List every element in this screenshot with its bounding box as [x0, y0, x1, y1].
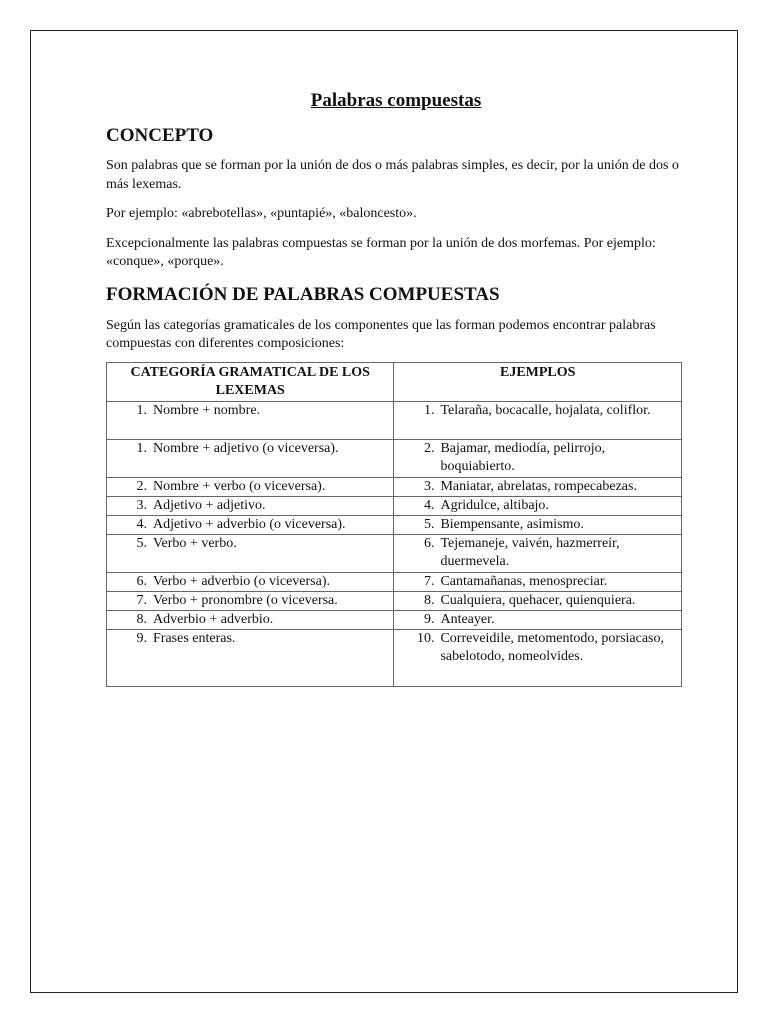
- table-row: [107, 534, 682, 572]
- item-number: 1.: [423, 402, 435, 418]
- concept-paragraph-1: Son palabras que se forman por la unión de dos o más palabras simples, es decir, por la unión de dos o más lexemas.: [106, 158, 679, 192]
- list-item: [394, 478, 681, 496]
- category-cell: [107, 401, 394, 439]
- category-cell: [107, 591, 394, 610]
- composition-table: [106, 362, 682, 687]
- list-item: [394, 592, 681, 610]
- table-row: [107, 629, 682, 686]
- list-item: [394, 535, 681, 571]
- table-row: [107, 515, 682, 534]
- list-item: [394, 440, 681, 476]
- item-text: Nombre + verbo (o viceversa).: [153, 478, 326, 494]
- category-cell: [107, 534, 394, 572]
- formation-intro: Según las categorías gramaticales de los componentes que las forman podemos encontrar palabras compuestas con diferentes composiciones:: [106, 317, 656, 351]
- item-number: 8.: [136, 611, 147, 627]
- list-item: [107, 516, 393, 534]
- item-number: 8.: [423, 592, 435, 608]
- category-cell: [107, 629, 394, 686]
- list-item: [394, 402, 681, 420]
- item-number: 5.: [136, 535, 147, 551]
- item-number: 4.: [136, 516, 147, 532]
- examples-cell: [394, 629, 682, 686]
- item-number: 10.: [416, 630, 435, 646]
- list-item: [394, 516, 681, 534]
- item-number: 2.: [423, 440, 435, 456]
- item-number: 6.: [423, 535, 435, 551]
- table-body: [107, 401, 682, 686]
- item-number: 7.: [136, 592, 147, 608]
- table-header-row: [107, 362, 682, 401]
- item-number: 1.: [136, 440, 147, 456]
- header-category: CATEGORÍA GRAMATICAL DE LOS LEXEMAS: [107, 362, 394, 401]
- header-examples: EJEMPLOS: [394, 362, 682, 401]
- examples-cell: [394, 534, 682, 572]
- concept-paragraph-2: Por ejemplo: «abrebotellas», «puntapié», «baloncesto».: [106, 206, 417, 221]
- item-text: Adverbio + adverbio.: [153, 611, 274, 627]
- list-item: [107, 478, 393, 496]
- table-row: [107, 496, 682, 515]
- concept-paragraph-3: Excepcionalmente las palabras compuestas se forman por la unión de dos morfemas. Por ejemplo: «conque», «porque».: [106, 235, 656, 269]
- table-row: [107, 401, 682, 439]
- list-item: [107, 535, 393, 553]
- item-text: Anteayer.: [440, 611, 495, 627]
- list-item: [394, 611, 681, 629]
- item-text: Verbo + adverbio (o viceversa).: [153, 573, 330, 589]
- list-item: [107, 402, 393, 420]
- item-text: Agridulce, altibajo.: [440, 497, 549, 513]
- item-text: Adjetivo + adjetivo.: [153, 497, 266, 513]
- examples-cell: [394, 401, 682, 439]
- table-row: [107, 610, 682, 629]
- item-text: Telaraña, bocacalle, hojalata, coliflor.: [440, 402, 651, 418]
- examples-cell: [394, 477, 682, 496]
- item-text: Bajamar, mediodía, pelirrojo, boquiabierto.: [440, 440, 606, 474]
- list-item: [107, 611, 393, 629]
- category-cell: [107, 496, 394, 515]
- table-row: [107, 572, 682, 591]
- list-item: [107, 497, 393, 515]
- item-number: 3.: [423, 478, 435, 494]
- item-text: Nombre + adjetivo (o viceversa).: [153, 440, 339, 456]
- list-item: [394, 630, 681, 666]
- item-text: Cantamañanas, menospreciar.: [440, 573, 608, 589]
- examples-cell: [394, 439, 682, 477]
- category-cell: [107, 515, 394, 534]
- item-number: 4.: [423, 497, 435, 513]
- table-row: [107, 477, 682, 496]
- item-text: Biempensante, asimismo.: [440, 516, 584, 532]
- concept-heading: CONCEPTO: [106, 125, 214, 146]
- list-item: [107, 592, 393, 610]
- item-text: Frases enteras.: [153, 630, 236, 646]
- item-text: Adjetivo + adverbio (o viceversa).: [153, 516, 346, 532]
- document-content: [106, 88, 686, 687]
- item-number: 2.: [136, 478, 147, 494]
- item-number: 1.: [136, 402, 147, 418]
- category-cell: [107, 572, 394, 591]
- list-item: [394, 497, 681, 515]
- list-item: [107, 440, 393, 458]
- item-number: 9.: [136, 630, 147, 646]
- item-number: 9.: [423, 611, 435, 627]
- document-title: Palabras compuestas: [310, 90, 482, 111]
- table-row: [107, 591, 682, 610]
- item-text: Nombre + nombre.: [153, 402, 261, 418]
- category-cell: [107, 610, 394, 629]
- item-text: Verbo + verbo.: [153, 535, 237, 551]
- formation-heading: FORMACIÓN DE PALABRAS COMPUESTAS: [106, 283, 500, 305]
- list-item: [107, 630, 393, 648]
- item-number: 3.: [136, 497, 147, 513]
- category-cell: [107, 477, 394, 496]
- examples-cell: [394, 610, 682, 629]
- item-text: Correveidile, metomentodo, porsiacaso, sabelotodo, nomeolvides.: [440, 630, 665, 664]
- item-text: Maniatar, abrelatas, rompecabezas.: [440, 478, 637, 494]
- examples-cell: [394, 572, 682, 591]
- item-number: 5.: [423, 516, 435, 532]
- table-row: [107, 439, 682, 477]
- item-number: 7.: [423, 573, 435, 589]
- examples-cell: [394, 496, 682, 515]
- list-item: [107, 573, 393, 591]
- list-item: [394, 573, 681, 591]
- item-number: 6.: [136, 573, 147, 589]
- item-text: Tejemaneje, vaivén, hazmerreír, duermevela.: [440, 535, 620, 569]
- category-cell: [107, 439, 394, 477]
- examples-cell: [394, 515, 682, 534]
- examples-cell: [394, 591, 682, 610]
- item-text: Cualquiera, quehacer, quienquiera.: [440, 592, 636, 608]
- item-text: Verbo + pronombre (o viceversa.: [153, 592, 338, 608]
